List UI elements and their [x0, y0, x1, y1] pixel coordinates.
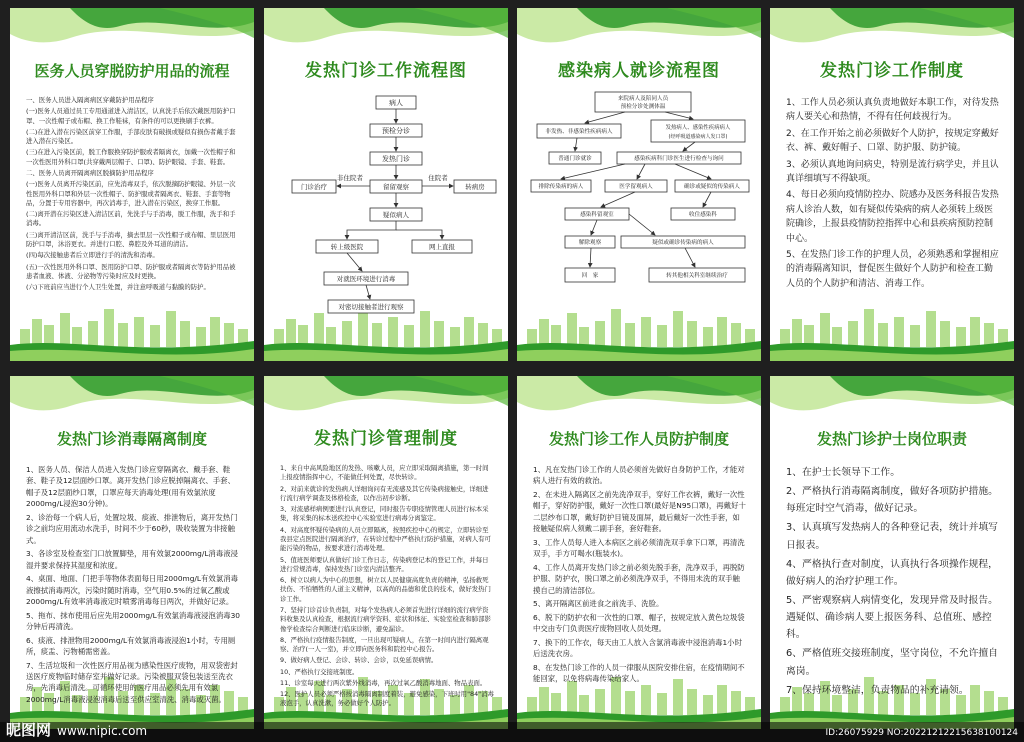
- flow-node-label: 确诊或疑似的传染病人: [684, 183, 740, 190]
- rule-paragraph: 4、工作人员离开发热门诊之前必须先脱手套，洗净双手，再脱防护服、防护衣，脱口罩之前必须洗净双手，不得用未洗的双手触摸自己的清洁部位。: [533, 562, 745, 595]
- rule-paragraph: 7、生活垃圾和一次性医疗用品视为感染性医疗废物，用双袋密封送医疗废物临时储存室并做好记录。污染被服双袋包装送至洗衣房，先消毒后清洗。可循环使用的医疗用品必须先用有效氯2000mg/L消毒液浸泡消毒后送至供应室清洗、消毒或灭菌。: [26, 660, 238, 704]
- flow-connector: [637, 164, 645, 179]
- rule-paragraph: 1、医务人员、保洁人员进入发热门诊应穿隔离衣、戴手套、鞋套、鞋子及12层面纱口罩。离开发热门诊应脱掉隔离衣、手套、帽子及12层面纱口罩，口罩应每天消毒处理(用有效氯浓度2000mg/L浸泡30分钟)。: [26, 465, 235, 509]
- rule-paragraph: 3、必须认真地询问病史，特别是流行病学史，并且认真详细填写不得缺项。: [786, 159, 999, 184]
- poster-panel: [10, 376, 254, 729]
- flow-node-label: 非发热、非感染性疾病病人: [545, 128, 613, 135]
- flow-connector: [575, 138, 577, 151]
- rule-paragraph: (二)在进入潜在污染区前穿工作服，手部皮肤有破损或疑似有损伤者戴手套进入潜在污染区。: [26, 127, 236, 146]
- poster-panel: [264, 8, 508, 361]
- rule-paragraph: 7、保持环境整洁，负责物品的补充请领。: [786, 684, 969, 696]
- panel-body-text: [786, 464, 1000, 696]
- panel-body-text: [26, 464, 241, 704]
- rule-paragraph: 1、凡在发热门诊工作的人员必须首先做好自身防护工作，才能对病人进行有效的救治。: [533, 465, 745, 486]
- flow-connector: [665, 112, 693, 119]
- flow-edge-label: 住院者: [428, 174, 448, 182]
- panel-body-text: [533, 464, 747, 683]
- rule-paragraph: 2、诊治每一个病人后，处置垃圾、痰液、排泄物后，离开发热门诊之前均应用流动水洗手，时间不少于60秒，吸收装置为非接触式。: [26, 512, 238, 545]
- flow-connector: [347, 253, 362, 271]
- rule-paragraph: (二)离开潜在污染区进入清洁区前，先洗手与手消毒，脱工作服，洗手和手消毒。: [26, 210, 236, 228]
- poster-panel: [517, 376, 761, 729]
- rule-paragraph: 9、做好病人登记、会诊、转诊、会诊，以免延误病情。: [280, 656, 438, 665]
- image-id: ID:26075929 NO:20221212215638100124: [825, 728, 1018, 738]
- rule-paragraph: 2、对前来就诊的发热病人详细询问有无流感及其它传染病接触史，详细进行流行病学调查及体格检查，以作出初步诊断。: [280, 484, 489, 502]
- flow-connector: [585, 112, 625, 123]
- rule-paragraph: 12、医护人员必须严格按消毒隔离制度着装，避免感染，下班时用"84"消毒液泡手，认真洗漱，务必做好个人防护。: [280, 690, 494, 708]
- flow-connector: [347, 221, 396, 239]
- flow-edge-label: 来院病人及陪同人员: [617, 96, 669, 102]
- poster-panel: [770, 376, 1014, 729]
- rule-paragraph: 3、对流感样病例要进行认真登记，同时报告专职疫情管理人员进行标本采集，将采集的标本送疾控中心实验室进行病毒分离鉴定。: [280, 505, 489, 523]
- flowchart: [272, 90, 500, 321]
- flow-node-label: 收住感染科: [689, 211, 717, 218]
- panel-title: 发热门诊护士岗位职责: [816, 430, 967, 448]
- flow-node-label: 医学留观病人: [619, 183, 653, 190]
- panel-title: 发热门诊消毒隔离制度: [56, 430, 207, 448]
- flow-node-label: 普通门诊就诊: [558, 155, 592, 162]
- rule-paragraph: 5、在发热门诊工作的护理人员，必须熟悉和掌握相应的消毒隔离知识，督促医生做好个人防护和检查工勤人员的个人防护和清洁、消毒工作。: [786, 249, 999, 289]
- flowchart: [525, 90, 753, 321]
- panel-body-text: [280, 464, 494, 708]
- poster-panel: [517, 8, 761, 361]
- flow-connector: [675, 164, 711, 179]
- flowchart-area: [272, 90, 500, 321]
- flow-node-label: 解除观察: [578, 239, 602, 246]
- rule-paragraph: (三)离开清洁区前，洗手与手消毒，摘去里层一次性帽子或布帽、里层医用防护口罩，沐浴更衣。并进行口腔、鼻腔及外耳道的清洁。: [26, 230, 236, 248]
- rule-paragraph: 6、脱下的防护衣和一次性的口罩、帽子，按规定放入黄色垃圾袋中交由专门负责医疗废物回收人员处理。: [533, 612, 745, 634]
- flow-node-label: 疑似病人: [383, 210, 409, 219]
- panel-title: 发热门诊工作制度: [820, 61, 964, 81]
- flow-connector: [685, 248, 695, 267]
- flow-node-label: 对密切接触者进行观察: [338, 302, 404, 311]
- flowchart-area: [525, 90, 753, 321]
- rule-paragraph: 2、在工作开始之前必须做好个人防护，按规定穿戴好衣、裤、戴好帽子、口罩、防护服、防护镜。: [786, 128, 999, 154]
- panel-title: 医务人员穿脱防护用品的流程: [34, 62, 230, 80]
- rule-paragraph: 1、工作人员必须认真负责地做好本职工作，对待发热病人要关心和热情，不得有任何歧视行为。: [786, 98, 999, 123]
- panel-title: 感染病人就诊流程图: [558, 61, 720, 81]
- flow-node-label: 转病房: [465, 182, 485, 191]
- flow-node-label: 感染科留观室: [580, 211, 614, 218]
- rule-paragraph: 4、桌面、地面、门把手等物体表面每日用2000mg/L有效氯消毒液擦拭消毒两次，污染时随时消毒，空气用0.5%的过氧乙酸或2000mg/L有效率消毒液定时喷雾消毒每日两次，并做好记录。: [26, 574, 238, 607]
- flow-connector: [366, 285, 370, 299]
- flow-node-label: 门诊治疗: [301, 182, 327, 191]
- panel-title: 发热门诊工作人员防护制度: [548, 430, 729, 448]
- rule-paragraph: 11、诊室每天进行两次紫外线消毒，再次过氧乙酸消毒地面、物品表面。: [280, 678, 487, 687]
- flow-edge-label: 非住院者: [337, 174, 363, 182]
- rule-paragraph: 一、医务人员进入隔离病区穿戴防护用品程序: [26, 96, 154, 104]
- rule-paragraph: (四)每次接触患者后立即进行手的清洗和消毒。: [26, 251, 159, 260]
- rule-paragraph: (一)医务人员离开污染区前，应先消毒双手，依次脱摘防护眼镜、外层一次性医用外科口罩和外层一次性帽子、防护服或者隔离衣、鞋套、手套等物品，分置于专用容器中，再次消毒手，进入潜在污染区，换穿工作服。: [26, 180, 236, 207]
- rule-paragraph: 8、在发热门诊工作的人员一律服从医院安排住宿，在疫情期间不能回家，以免将病毒传染给家人。: [533, 662, 745, 683]
- rule-paragraph: 8、严格执行疫情报告制度，一旦出现可疑病人，在第一时间内进行隔离观察、治疗(一人一室)，并立即向医务科和院控中心报告。: [280, 635, 489, 654]
- poster-panel: [10, 8, 254, 361]
- flow-connector: [601, 192, 635, 207]
- flow-node-label: 网上直报: [429, 242, 455, 251]
- rule-paragraph: (一)医务人员通过员工专用通道进入清洁区，认真洗手后依次戴医用防护口罩、一次性帽子或布帽、换工作鞋袜，有条件的可以更换刷手衣裤。: [26, 107, 236, 125]
- flow-connector: [683, 142, 695, 151]
- rule-paragraph: 2、严格执行消毒隔离制度，做好各项防护措施。每班定时空气消毒，做好记录。: [786, 486, 998, 515]
- panel-title: 发热门诊管理制度: [314, 429, 458, 449]
- rule-paragraph: 5、严密观察病人病情变化，发现异常及时报告。遇疑似、确诊病人要上报医务科、总值班、感控科。: [786, 594, 998, 641]
- rule-paragraph: 5、值班医师要认真做好门诊工作日志，传染病登记本的登记工作，并每日进行常规消毒，保持发热门诊室内清洁整齐。: [280, 555, 489, 573]
- watermark-bar: [0, 722, 1024, 742]
- rule-paragraph: 4、严格执行查对制度，认真执行各项操作规程，做好病人的治疗护理工作。: [786, 558, 998, 587]
- flow-connector: [590, 248, 591, 267]
- rule-paragraph: 二、医务人员离开隔离病区脱摘防护用品程序: [26, 168, 154, 177]
- flow-node-label: 留留观察: [383, 182, 409, 191]
- flow-node-label: 转其他相关科室继续治疗: [666, 272, 728, 279]
- rule-paragraph: 4、对高度怀疑传染病的人员立即隔离，按照疾控中心的规定，立即转诊至我县定点医院进行隔离治疗，在转诊过程中严格执行防护措施，对病人有可能污染的物品，按要求进行消毒处理。: [280, 525, 491, 553]
- flow-node-label: 转上级医院: [330, 242, 364, 251]
- rule-paragraph: (六)下班前应当进行个人卫生处置，并注意呼吸道与黏膜的防护。: [26, 283, 210, 292]
- rule-paragraph: 6、树立以病人为中心的思想，树立以人民健康高度负责的精神，弘扬救死扶伤、不怕牺牲的人道主义精神，以高尚的品德和优良的技术，做好发热门诊工作。: [280, 576, 491, 603]
- rule-paragraph: 3、认真填写发热病人的各种登记表，统计并填写日报表。: [786, 522, 998, 551]
- rule-paragraph: 7、坚持门诊首诊负责制，对每个发热病人必须首先进行详细的流行病学资料收集及认真检查，根据流行病学资料、症状和体征、实验室检查和肺部影像学检查综合判断进行临床诊断，避免漏诊。: [280, 605, 491, 633]
- flow-connector: [703, 192, 711, 207]
- panel-body-text: [26, 96, 240, 303]
- flow-edge-label: 发热病人、感染性疾病病人: [665, 125, 731, 131]
- panel-title: 发热门诊工作流程图: [305, 61, 467, 81]
- city-skyline-decoration: [10, 301, 254, 361]
- flow-node-label: 对就医环境进行消毒: [336, 274, 396, 283]
- panel-body-text: [786, 96, 1000, 303]
- rule-paragraph: 5、离开隔离区前进食之前洗手、洗脸。: [533, 599, 664, 609]
- rule-paragraph: 7、换下的工作衣，每天由工人放入含氯消毒液中浸泡消毒1小时后送洗衣房。: [533, 637, 742, 659]
- rule-paragraph: 3、各诊室及检查室门口放置脚垫，用有效氯2000mg/L消毒液浸湿并要求保持其湿度和浓度。: [26, 549, 238, 570]
- rule-paragraph: 5、拖布、抹布使用后应先用2000mg/L有效氯消毒液浸泡消毒30分钟后再清洗。: [26, 610, 241, 632]
- flow-connector: [561, 164, 625, 179]
- rule-paragraph: (三)在进入污染区前，脱工作服换穿防护服或者隔离衣，加戴一次性帽子和一次性医用外科口罩(共穿戴两层帽子、口罩)、防护眼镜、手套、鞋套。: [26, 148, 236, 166]
- rule-paragraph: 6、痰液、排泄物用2000mg/L有效氯消毒液浸泡1小时，专用厕所，痰盂、污物桶需密盖。: [26, 635, 236, 657]
- rule-paragraph: 2、在未进入隔离区之前先洗净双手，穿好工作衣裤，戴好一次性帽子，穿好防护服，戴好一次性口罩(最好是N95口罩)，再戴好十二层纱布口罩，戴好防护目镜及面屏，最后戴好一次性手套，如接触疑似病人须戴二副手套，套好鞋套。: [533, 489, 746, 534]
- rule-paragraph: 4、每日必须向疫情防控办、院感办及医务科报告发热病人诊治人数，如有疑似传染病的病人必须转上级医院确诊，上报县疫情防控指挥中心和县疾病预防控制中心。: [786, 190, 999, 244]
- flow-node-label: 病人: [389, 98, 403, 107]
- flow-connector: [591, 220, 597, 235]
- rule-paragraph: 1、在护士长领导下工作。: [786, 467, 900, 478]
- rule-paragraph: 6、严格值班交接班制度，坚守岗位，不允许擅自离岗。: [786, 648, 998, 677]
- rule-paragraph: 3、工作人员每人进入本病区之前必须清洗双手拿下口罩，再清洗双手，手方可喝水(瓶装水)。: [533, 537, 745, 559]
- flow-node-label: 发热门诊: [382, 154, 410, 163]
- poster-panel: [770, 8, 1014, 361]
- rule-paragraph: 1、来自中高风险地区的发热、咳嗽人员，应立即采取隔离措施，第一时间上报疫情指挥中心，不能做任何处置，尽快转诊。: [280, 464, 489, 482]
- poster-panel: [264, 376, 508, 729]
- flow-edge-label: (经呼吸道感染病人发口罩): [668, 134, 728, 140]
- flow-node-label: 排除传染病的病人: [538, 183, 584, 190]
- rule-paragraph: 10、严格执行交接班制度。: [280, 667, 359, 676]
- city-skyline-decoration: [770, 301, 1014, 361]
- site-logo: 昵图网 www.nipic.com: [6, 721, 148, 739]
- flow-node-label: 疑似或确诊传染病的病人: [652, 239, 714, 246]
- flow-edge-label: 预检分诊处测体温: [620, 104, 666, 110]
- flow-connector: [629, 214, 655, 235]
- flow-node-label: 回 家: [581, 272, 599, 279]
- flow-node-label: 感染疾病科门诊医生进行检查与询问: [634, 155, 724, 162]
- flow-connector: [396, 230, 442, 239]
- rule-paragraph: (五)一次性医用外科口罩、医用防护口罩、防护服或者隔离衣等防护用品被患者血液、体液、分泌物等污染时应及时更换。: [26, 262, 236, 280]
- flow-node-label: 预检分诊: [382, 126, 410, 135]
